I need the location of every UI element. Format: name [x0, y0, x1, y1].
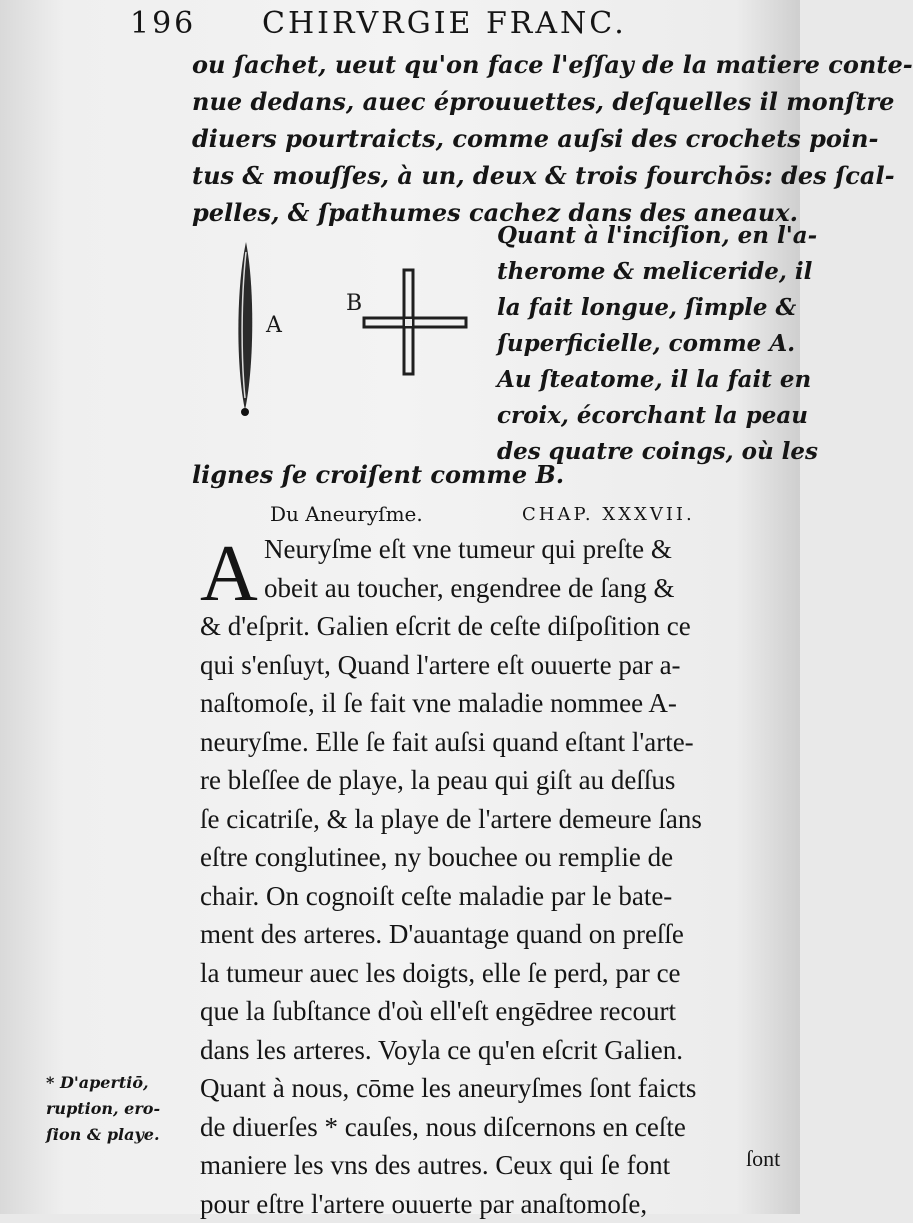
- body-line: & d'eſprit. Galien eſcrit de ceſte diſpoſition ce: [200, 607, 782, 646]
- body-line: de diuerſes * cauſes, nous diſcernons en ceſte: [200, 1108, 782, 1147]
- body-line: Quant à nous, cōme les aneuryſmes ſont faicts: [200, 1069, 782, 1108]
- catchword: ſont: [746, 1146, 780, 1172]
- italic-line: diuers pourtraicts, comme auſsi des crochets poin-: [192, 120, 772, 157]
- body-line: re bleſſee de playe, la peau qui giſt au deſſus: [200, 761, 782, 800]
- body-line: chair. On cognoiſt ceſte maladie par le bate-: [200, 877, 782, 916]
- body-line: ment des arteres. D'auantage quand on preſſe: [200, 915, 782, 954]
- body-line: eſtre conglutinee, ny bouchee ou remplie de: [200, 838, 782, 877]
- body-line: pour eſtre l'artere ouuerte par anaſtomoſe,: [200, 1185, 782, 1223]
- italic-line: pelles, & ſpathumes cachez dans des aneaux.: [192, 194, 772, 231]
- italic-paragraph: [192, 46, 772, 231]
- body-line: ſe cicatriſe, & la playe de l'artere demeure ſans: [200, 800, 782, 839]
- body-line: qui s'enſuyt, Quand l'artere eſt ouuerte par a-: [200, 646, 782, 685]
- caption-line: Quant à l'inciſion, en l'a-: [497, 218, 787, 254]
- margin-note-line: * D'apertiō,: [46, 1070, 196, 1096]
- cross-incision-drawing: [364, 270, 466, 374]
- caption-line: therome & meliceride, il: [497, 254, 787, 290]
- italic-line: ou ſachet, ueut qu'on face l'eſſay de la matiere conte-: [192, 46, 772, 83]
- italic-closing-line: lignes ſe croiſent comme B.: [192, 460, 564, 489]
- page-header: [130, 6, 670, 46]
- longitudinal-incision-drawing: [238, 242, 252, 416]
- figure-caption-column: [497, 218, 787, 470]
- chapter-number: CHAP. XXXVII.: [522, 504, 695, 525]
- caption-line: ſuperficielle, comme A.: [497, 326, 787, 362]
- chapter-heading: [270, 502, 740, 532]
- margin-note-line: ſion & playe.: [46, 1122, 196, 1148]
- drop-cap: A: [200, 534, 258, 614]
- body-line: maniere les vns des autres. Ceux qui ſe font: [200, 1146, 782, 1185]
- body-line: neuryſme. Elle ſe fait auſsi quand eſtant l'arte-: [200, 723, 782, 762]
- page-number: 196: [130, 6, 196, 41]
- body-line: dans les arteres. Voyla ce qu'en eſcrit Galien.: [200, 1031, 782, 1070]
- caption-line: Au ſteatome, il la fait en: [497, 362, 787, 398]
- incision-figure: [228, 238, 490, 428]
- body-line: obeit au toucher, engendree de ſang &: [200, 569, 782, 608]
- body-line: naſtomoſe, il ſe fait vne maladie nommee A-: [200, 684, 782, 723]
- figure-label-b: B: [346, 291, 362, 316]
- margin-note: [46, 1070, 196, 1148]
- body-line: que la ſubſtance d'où ell'eſt engēdree recourt: [200, 992, 782, 1031]
- body-line: la tumeur auec les doigts, elle ſe perd, par ce: [200, 954, 782, 993]
- caption-line: croix, écorchant la peau: [497, 398, 787, 434]
- italic-line: nue dedans, auec éprouuettes, deſquelles il monſtre: [192, 83, 772, 120]
- body-text: [200, 530, 782, 1223]
- caption-line: la fait longue, ſimple &: [497, 290, 787, 326]
- figure-label-a: A: [265, 313, 283, 338]
- running-title: CHIRVRGIE FRANC.: [262, 6, 627, 41]
- body-line: Neuryſme eſt vne tumeur qui preſte &: [200, 530, 782, 569]
- caption-line: des quatre coings, où les: [497, 434, 787, 470]
- margin-note-line: ruption, ero-: [46, 1096, 196, 1122]
- chapter-title: Du Aneuryſme.: [270, 502, 423, 526]
- italic-line: tus & mouſſes, à un, deux & trois fourchōs: des ſcal-: [192, 157, 772, 194]
